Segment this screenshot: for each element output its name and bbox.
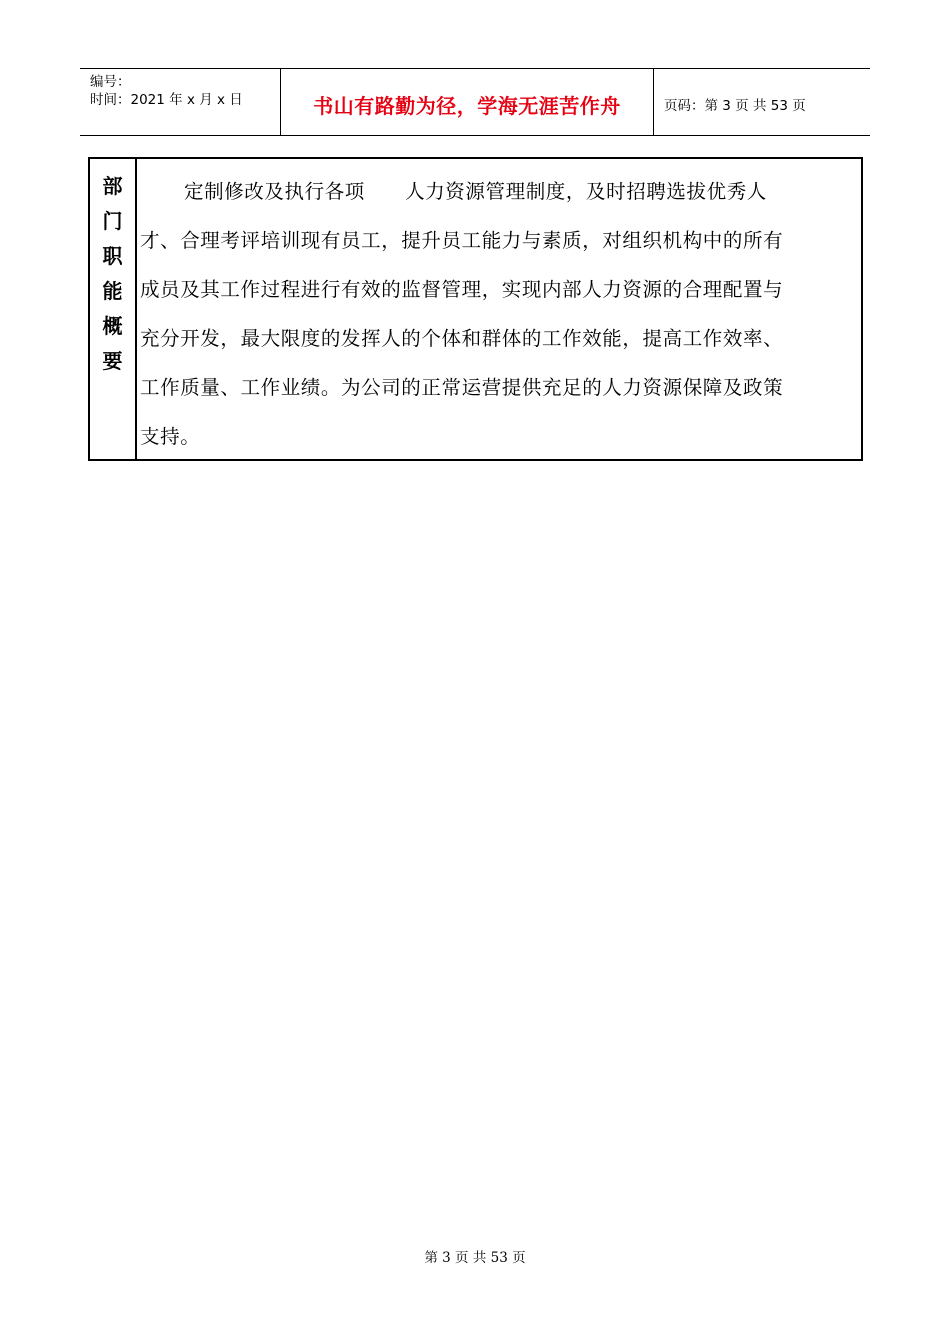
text-line: 成员及其工作过程进行有效的监督管理，实现内部人力资源的合理配置与 [140, 278, 784, 301]
text-line: 定制修改及执行各项 人力资源管理制度，及时招聘选拔优秀人 [184, 180, 767, 203]
label-char: 部 [102, 174, 123, 198]
number-label: 编号： [90, 74, 131, 90]
text-line: 工作质量、工作业绩。为公司的正常运营提供充足的人力资源保障及政策 [140, 376, 784, 399]
label-char: 要 [102, 349, 123, 373]
header-meta [80, 69, 281, 135]
department-function-table [88, 157, 863, 461]
page-header [80, 68, 870, 136]
time-label: 时间：2021 年 x 月 x 日 [90, 92, 243, 108]
header-motto: 书山有路勤为径，学海无涯苦作舟 [281, 69, 654, 135]
text-line: 才、合理考评培训现有员工，提升员工能力与素质，对组织机构中的所有 [140, 229, 784, 252]
row-label [90, 159, 137, 459]
label-char: 门 [102, 209, 123, 233]
header-page-info: 页码：第 3 页 共 53 页 [664, 98, 806, 114]
label-char: 职 [102, 244, 123, 268]
function-summary-text [137, 159, 861, 459]
label-char: 概 [102, 314, 123, 338]
text-line: 支持。 [140, 425, 201, 448]
label-char: 能 [102, 279, 123, 303]
page-footer: 第 3 页 共 53 页 [424, 1250, 526, 1266]
text-line: 充分开发，最大限度的发挥人的个体和群体的工作效能，提高工作效率、 [140, 327, 784, 350]
